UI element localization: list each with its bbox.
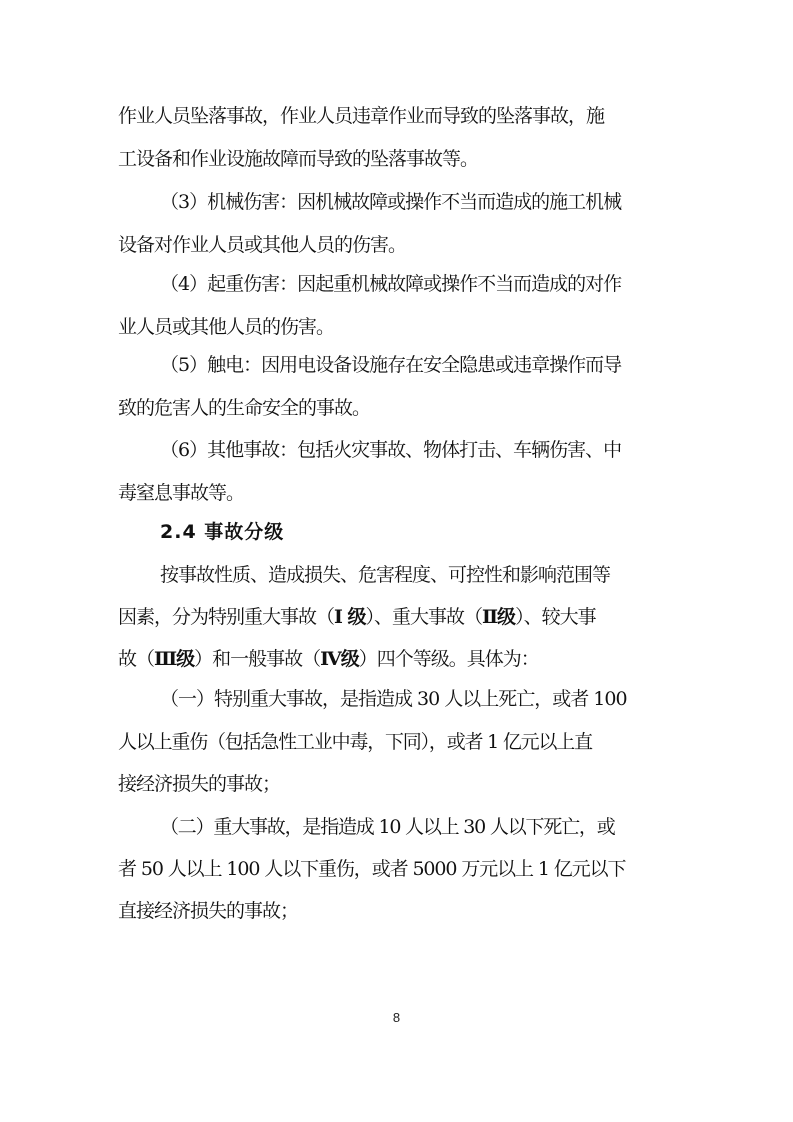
paragraph-line: 毒窒息事故等。 [118,482,245,504]
paragraph-line [118,647,793,671]
paragraph-line: 人以上重伤（包括急性工业中毒，下同），或者 1 亿元以上直 [118,731,592,753]
text-run: ）四个等级。具体为： [358,648,539,670]
paragraph-line: 者 50 人以上 100 人以下重伤，或者 5000 万元以上 1 亿元以下 [118,858,626,880]
paragraph-line [118,605,793,629]
paragraph-line: （4）起重伤害：因起重机械故障或操作不当而造成的对作 [160,273,622,295]
paragraph-line: 按事故性质、造成损失、危害程度、可控性和影响范围等 [160,564,611,586]
paragraph-line: 直接经济损失的事故； [118,900,299,922]
paragraph-line: 业人员或其他人员的伤害。 [118,316,335,338]
page-number: 8 [392,1010,401,1025]
text-run: 故（ [118,648,155,670]
paragraph-line: （一）特别重大事故，是指造成 30 人以上死亡，或者 100 [160,688,627,710]
text-run: ）和一般事故（ [194,648,321,670]
paragraph-line: 致的危害人的生命安全的事故。 [118,397,371,419]
text-run: 因素，分为特别重大事故（ [118,606,335,628]
paragraph-line: （6）其他事故：包括火灾事故、物体打击、车辆伤害、中 [160,439,622,461]
level-two-label: Ⅱ级 [482,606,516,628]
paragraph-line: 接经济损失的事故； [118,773,281,795]
level-three-label: Ⅲ级 [154,648,195,670]
paragraph-line: （二）重大事故，是指造成 10 人以上 30 人以下死亡，或 [160,816,615,838]
paragraph-line: 作业人员坠落事故，作业人员违章作业而导致的坠落事故，施 [118,105,605,127]
text-run: ）、较大事 [515,606,596,628]
section-heading: 2.4 事故分级 [160,521,285,543]
paragraph-line: 工设备和作业设施故障而导致的坠落事故等。 [118,148,479,170]
paragraph-line: （5）触电：因用电设备设施存在安全隐患或违章操作而导 [160,354,622,376]
paragraph-line: （3）机械伤害：因机械故障或操作不当而造成的施工机械 [160,191,622,213]
level-four-label: Ⅳ级 [320,648,359,670]
paragraph-line: 设备对作业人员或其他人员的伤害。 [118,234,407,256]
text-run: ）、重大事故（ [365,606,483,628]
level-one-label: Ⅰ 级 [334,606,366,628]
